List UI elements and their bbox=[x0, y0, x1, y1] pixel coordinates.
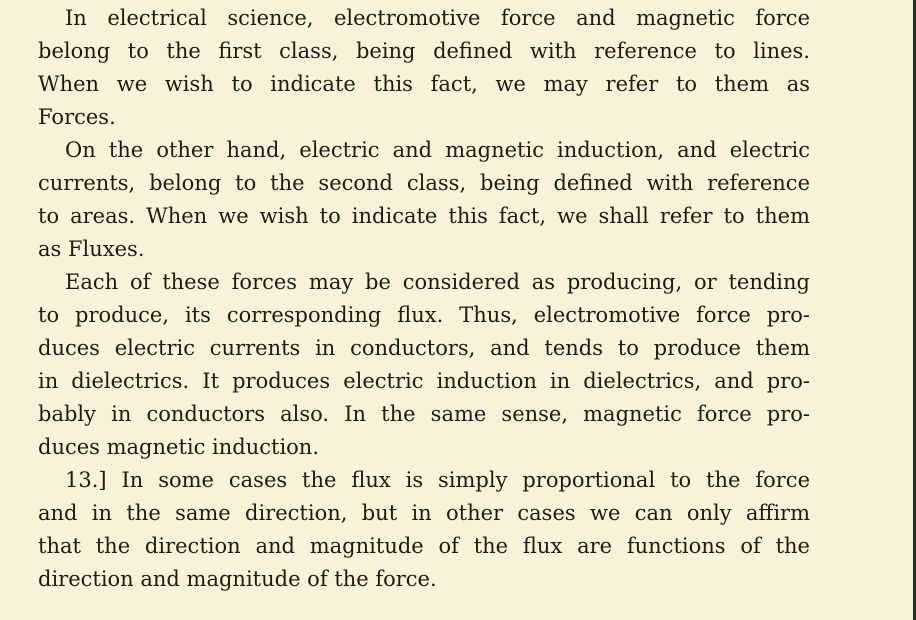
paragraph-section-13 bbox=[38, 464, 810, 596]
text-line: In electrical science, electromotive force and magnetic force bbox=[65, 6, 810, 30]
paragraph-forces bbox=[38, 2, 810, 134]
text-line: 13.] In some cases the flux is simply proportional to the force bbox=[65, 468, 810, 492]
text-line: as Fluxes. bbox=[38, 237, 145, 261]
paragraph-fluxes bbox=[38, 134, 810, 266]
text-line: Each of these forces may be considered as producing, or tending bbox=[65, 270, 810, 294]
text-line: direction and magnitude of the force. bbox=[38, 567, 437, 591]
text-line: Forces. bbox=[38, 105, 116, 129]
text-line: belong to the first class, being defined with reference to lines. bbox=[38, 39, 810, 63]
text-line: to areas. When we wish to indicate this fact, we shall refer to them bbox=[38, 204, 810, 228]
body-text bbox=[38, 2, 810, 596]
paragraph-producing bbox=[38, 266, 810, 464]
text-line: in dielectrics. It produces electric induction in dielectrics, and pro- bbox=[38, 369, 810, 393]
text-line: to produce, its corresponding flux. Thus, electromotive force pro- bbox=[38, 303, 810, 327]
text-line: bably in conductors also. In the same sense, magnetic force pro- bbox=[38, 402, 810, 426]
text-line: and in the same direction, but in other cases we can only affirm bbox=[38, 501, 810, 525]
text-line: duces electric currents in conductors, and tends to produce them bbox=[38, 336, 810, 360]
text-line: On the other hand, electric and magnetic induction, and electric bbox=[65, 138, 810, 162]
text-line: duces magnetic induction. bbox=[38, 435, 319, 459]
text-line: that the direction and magnitude of the flux are functions of the bbox=[38, 534, 810, 558]
text-line: currents, belong to the second class, being defined with reference bbox=[38, 171, 810, 195]
text-line: When we wish to indicate this fact, we may refer to them as bbox=[38, 72, 810, 96]
